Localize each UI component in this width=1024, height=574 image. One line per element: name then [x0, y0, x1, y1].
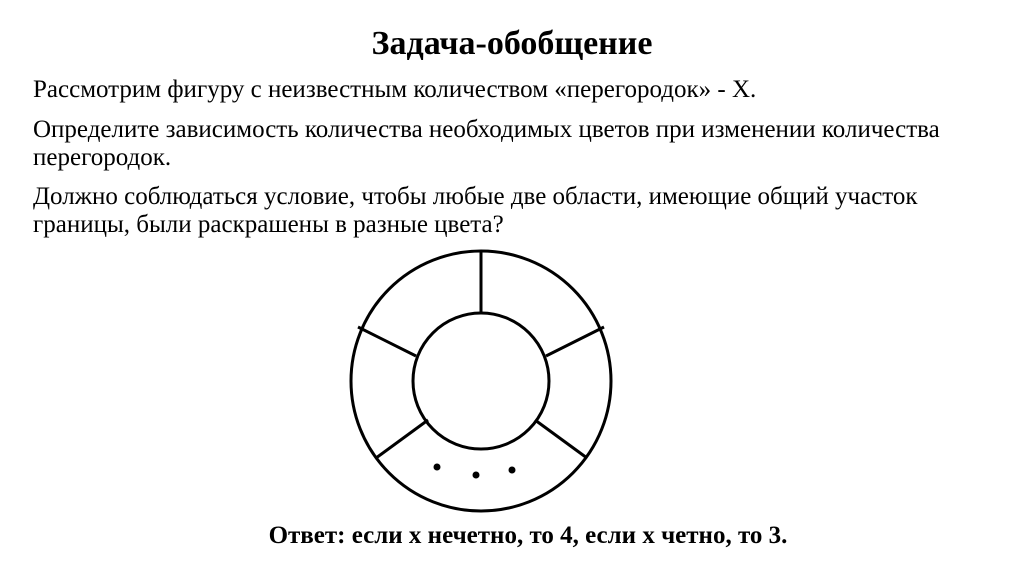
slide-title: Задача-обобщение — [371, 25, 653, 62]
ellipsis-dot — [434, 464, 441, 471]
paragraph-condition: Должно соблюдаться условие, чтобы любые две области, имеющие общий участок границы, были раскрашены в разные цвета? — [33, 183, 918, 238]
ellipsis-dot — [509, 467, 516, 474]
answer-text: Ответ: если х нечетно, то 4, если х четно, то 3. — [268, 522, 788, 549]
ellipsis-dot — [473, 472, 480, 479]
paragraph-task: Определите зависимость количества необходимых цветов при изменении количества перегородок. — [33, 116, 940, 171]
paragraph-figure-intro: Рассмотрим фигуру с неизвестным количеством «перегородок» - Х. — [33, 76, 757, 103]
partition-line-lower-left — [376, 420, 428, 458]
inner-circle — [413, 313, 549, 449]
partition-line-lower-right — [535, 420, 587, 458]
partition-line-upper-right — [546, 327, 604, 356]
partition-line-upper-left — [358, 327, 416, 356]
ring-figure — [346, 246, 616, 516]
